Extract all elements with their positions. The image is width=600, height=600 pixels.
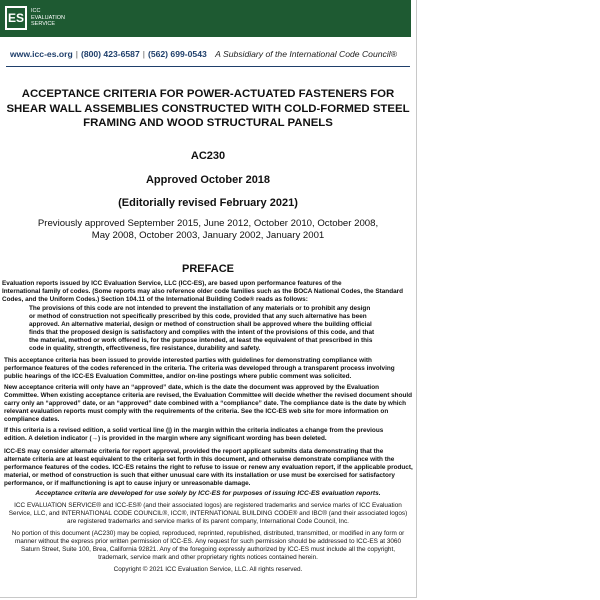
copyright-notice: Copyright © 2021 ICC Evaluation Service, LLC. All rights reserved. [113, 566, 303, 573]
contact-line [10, 47, 412, 61]
paragraph-code-quote [29, 305, 389, 353]
paragraph-alternate-criteria [4, 448, 414, 488]
document-title [0, 87, 416, 131]
text-line: carry only an “approved” date, or an “approved” date combined with a “compliance” date. The compliance date is the date by which [4, 400, 406, 407]
text-line: public hearings of the ICC-ES Evaluation Committee, and/or on-line postings where public comment was solicited. [4, 373, 352, 380]
text-line: the material, method or work offered is, for the purpose intended, at least the equivalent of that prescribed in this [29, 337, 373, 344]
text-line: code in quality, strength, effectiveness, fire resistance, durability and safety. [29, 345, 261, 352]
text-line: trademark, service mark and other proprietary rights notices contained herein. [98, 554, 318, 561]
logo-caption-line: ICC [31, 8, 41, 14]
text-line: or method of construction not specifically prescribed by this code, provided that any such alternative has been [29, 313, 367, 320]
previous-approvals [0, 218, 416, 241]
phone-number-1: (800) 423-6587 [80, 49, 140, 59]
paragraph-intro [2, 280, 414, 304]
text-line: International family of codes. (Some reports may also reference older code families such as the BOCA National Codes, the Standard [2, 288, 404, 295]
header-divider [6, 66, 410, 67]
text-line: finds that the proposed design is satisfactory and complies with the intent of the provisions of this code, and that [29, 329, 375, 336]
text-line: Service, LLC, and INTERNATIONAL CODE COUNCIL®, ICC®, INTERNATIONAL BUILDING CODE® and IBC® (and their associated logos) [8, 510, 408, 517]
text-line: performance, or if malfunctioning is apt to cause injury or unreasonable damage. [4, 480, 251, 487]
preface-heading: PREFACE [182, 263, 234, 275]
text-line: compliance dates. [4, 416, 60, 423]
usage-statement: Acceptance criteria are developed for use solely by ICC-ES for purposes of issuing ICC-ES evaluation reports. [35, 490, 381, 497]
text-line: material, or method of construction is such that either unusual care with its installation or use must be exercised for satisfactory [4, 472, 395, 479]
logo-caption-line: EVALUATION [31, 14, 66, 21]
logo-caption [31, 8, 91, 28]
text-line: performance features of the codes referenced in the criteria. The criteria was developed through a transparent process involving [4, 365, 395, 372]
text-line: are registered trademarks and service marks of its parent company, International Code Council, Inc. [67, 518, 349, 525]
text-line: New acceptance criteria will only have an “approved” date, which is the date the document was approved by the Evaluation [4, 384, 380, 391]
paragraph-revision-marks [4, 427, 414, 443]
header-bar [0, 0, 411, 37]
trademark-notice [6, 502, 410, 526]
title-line: SHEAR WALL ASSEMBLIES CONSTRUCTED WITH COLD-FORMED STEEL [6, 102, 410, 115]
criteria-number: AC230 [190, 150, 226, 162]
website-link[interactable]: www.icc-es.org [10, 49, 73, 59]
text-line: This acceptance criteria has been issued to provide interested parties with guidelines for demonstrating compliance with [4, 357, 372, 364]
text-line: Codes, and the Uniform Codes.) Section 104.11 of the International Building Code® reads as follows: [2, 296, 308, 303]
text-line: relevant evaluation reports must comply with the requirements of the criteria. See the ICC-ES web site for more information on [4, 408, 389, 415]
logo-caption-line: SERVICE [31, 21, 56, 27]
reproduction-notice [6, 530, 410, 562]
text-line: ICC EVALUATION SERVICE® and ICC-ES® (and their associated logos) are registered trademarks and service marks of ICC Evaluation [14, 502, 402, 509]
phone-number-2: (562) 699-0543 [147, 49, 207, 59]
text-line: If this criteria is a revised edition, a solid vertical line (|) in the margin within the criteria indicates a change from the previous [4, 427, 384, 434]
title-line: ACCEPTANCE CRITERIA FOR POWER-ACTUATED FASTENERS FOR [21, 88, 395, 100]
approved-date: Approved October 2018 [145, 174, 271, 186]
paragraph-approval-dates [4, 384, 414, 424]
previous-approvals-line: May 2008, October 2003, January 2002, January 2001 [91, 229, 325, 241]
previous-approvals-line: Previously approved September 2015, June 2012, October 2010, October 2008, [37, 218, 379, 229]
text-line: The provisions of this code are not intended to prevent the installation of any materials or to prohibit any design [29, 305, 371, 312]
text-line: approved. An alternative material, design or method of construction shall be approved where the building official [29, 321, 372, 328]
text-line: manner without the express prior written permission of ICC-ES. Any request for such permission should be addressed to ICC-ES at 3060 [14, 538, 402, 545]
paragraph-purpose [4, 357, 414, 381]
text-line: edition. A deletion indicator (→) is provided in the margin where any significant wording has been deleted. [4, 435, 327, 442]
subsidiary-text: A Subsidiary of the International Code Council® [215, 49, 397, 59]
text-line: No portion of this document (AC230) may be copied, reproduced, reprinted, republished, distributed, transmitted, or modified in any form or [11, 530, 405, 537]
revised-date: (Editorially revised February 2021) [118, 197, 298, 209]
title-line: FRAMING AND WOOD STRUCTURAL PANELS [83, 117, 333, 129]
text-line: Committee. When existing acceptance criteria are revised, the Evaluation Committee will decide whether the revised document should [4, 392, 413, 399]
text-line: Saturn Street, Suite 100, Brea, California 92821. Any of the foregoing expressly authorized by ICC-ES must include all the copyright, [20, 546, 396, 553]
separator: | [142, 49, 145, 59]
icc-es-logo: ES [5, 6, 27, 30]
separator: | [75, 49, 78, 59]
text-line: ICC-ES may consider alternate criteria for report approval, provided the report applicant submits data demonstrating that the [4, 448, 384, 455]
text-line: performance features of the codes. ICC-ES retains the right to refuse to issue or renew any evaluation report, if the applicable product, [4, 464, 413, 471]
text-line: alternate criteria are at least equivalent to the criteria set forth in this document, and otherwise demonstrate compliance with the [4, 456, 395, 463]
text-line: Evaluation reports issued by ICC Evaluation Service, LLC (ICC-ES), are based upon performance features of the [2, 280, 342, 287]
